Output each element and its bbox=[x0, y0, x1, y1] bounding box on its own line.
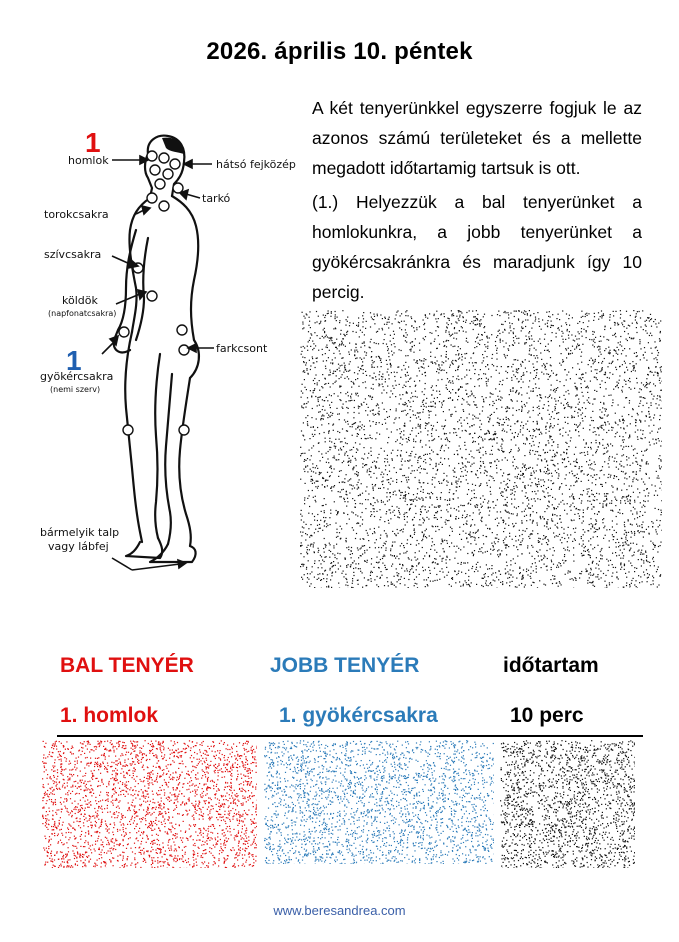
label-farkcsont: farkcsont bbox=[216, 342, 268, 355]
row-mid: 1. gyökércsakra bbox=[279, 704, 438, 727]
label-homlok: homlok bbox=[68, 154, 109, 167]
label-gyoker-sub: (nemi szerv) bbox=[50, 385, 101, 394]
page-title: 2026. április 10. péntek bbox=[206, 38, 473, 65]
label-koldok-sub: (napfonatcsakra) bbox=[48, 309, 117, 318]
header-left: BAL TENYÉR bbox=[60, 654, 194, 677]
label-talp-sub: vagy lábfej bbox=[48, 540, 109, 553]
label-gyoker: gyökércsakra bbox=[40, 370, 114, 383]
label-hatso: hátsó fejközép bbox=[216, 158, 296, 171]
footer-url: www.beresandrea.com bbox=[273, 903, 406, 918]
label-tarko: tarkó bbox=[202, 192, 231, 205]
instructions-intro: A két tenyerünkkel egyszerre fogjuk le az azonos számú területeket és a mellette megadott időtartamig tartsuk is ott. bbox=[312, 98, 642, 178]
number-bottom: 1 bbox=[66, 345, 82, 376]
label-torok: torokcsakra bbox=[44, 208, 109, 221]
instructions-step1: (1.) Helyezzük a bal tenyerünket a homlokunkra, a jobb tenyerünket a gyökércsakránkra és maradjunk így 10 percig. bbox=[312, 192, 642, 302]
body-diagram bbox=[40, 118, 302, 588]
speckle-texture-right bbox=[500, 740, 635, 868]
speckle-texture-left bbox=[42, 740, 257, 868]
head-cap bbox=[162, 138, 184, 154]
body-points bbox=[119, 151, 189, 435]
header-right: időtartam bbox=[503, 654, 599, 677]
header-mid: JOBB TENYÉR bbox=[270, 654, 420, 677]
label-talp: bármelyik talp bbox=[40, 526, 120, 539]
instructions bbox=[312, 93, 642, 311]
number-top: 1 bbox=[85, 127, 101, 158]
row-right: 10 perc bbox=[510, 704, 584, 727]
speckle-texture-mid bbox=[264, 740, 494, 864]
table-divider bbox=[57, 735, 643, 737]
label-koldok: köldök bbox=[62, 294, 98, 307]
speckle-texture-main bbox=[300, 310, 662, 588]
row-left: 1. homlok bbox=[60, 704, 159, 727]
label-sziv: szívcsakra bbox=[44, 248, 102, 261]
